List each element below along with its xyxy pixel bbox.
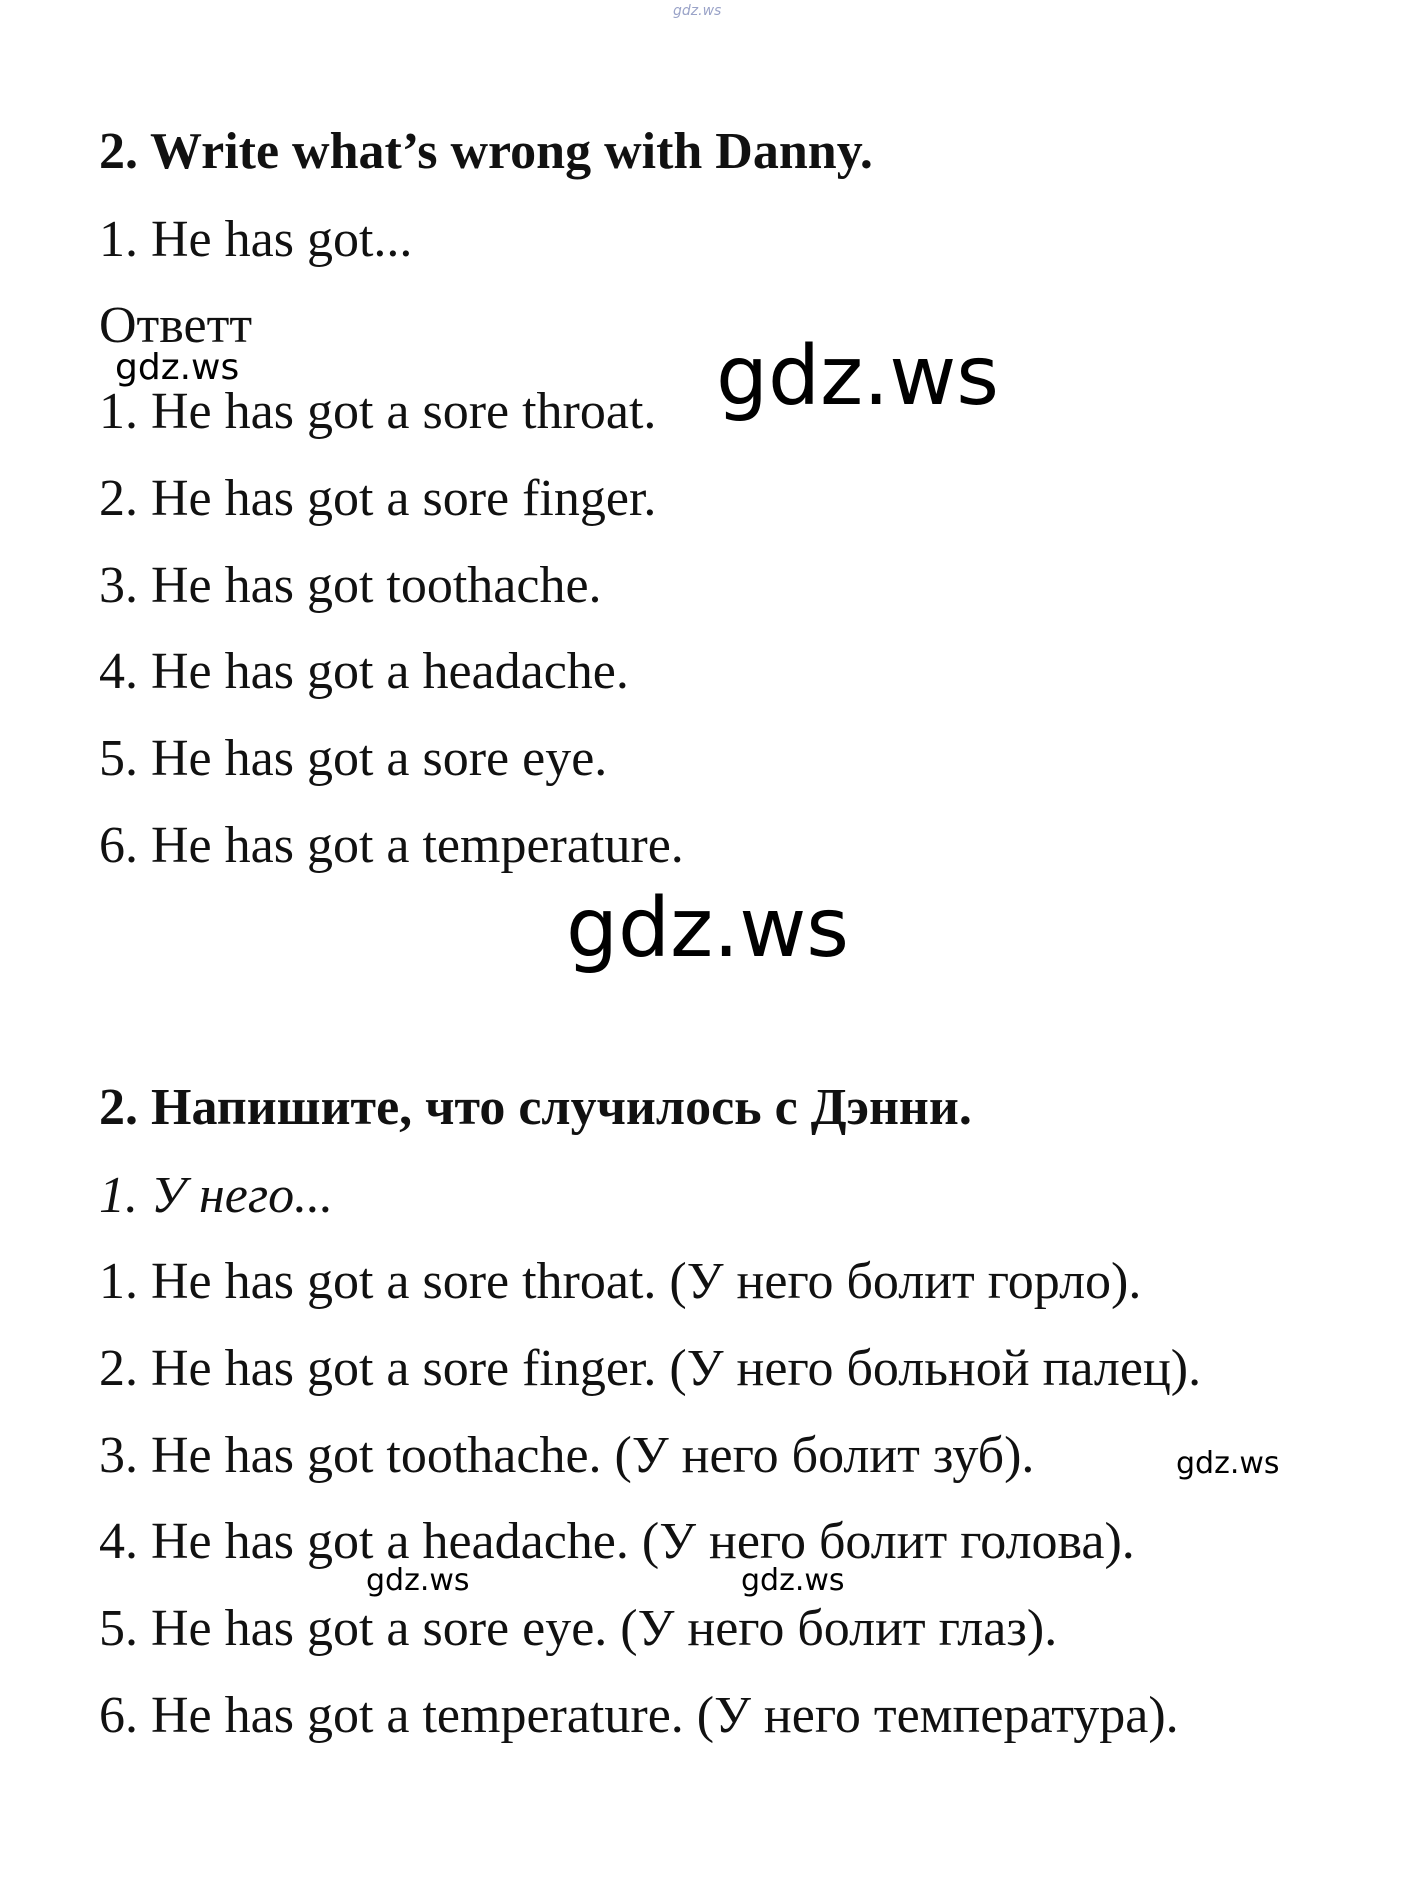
english-answer-2: 2. He has got a sore finger.	[99, 470, 657, 527]
russian-answer-2: 2. He has got a sore finger. (У него больной палец).	[99, 1340, 1202, 1397]
russian-prompt: 1. У него...	[99, 1167, 334, 1224]
english-answer-5: 5. He has got a sore eye.	[99, 730, 608, 787]
russian-answer-5: 5. He has got a sore eye. (У него болит глаз).	[99, 1600, 1058, 1657]
english-answer-3: 3. He has got toothache.	[99, 557, 602, 614]
watermark-large-middle: gdz.ws	[566, 881, 849, 976]
russian-answer-4: 4. He has got a headache. (У него болит голова).	[99, 1513, 1135, 1570]
watermark-large-upper: gdz.ws	[716, 329, 999, 424]
russian-answer-6: 6. He has got a temperature. (У него температура).	[99, 1687, 1179, 1744]
watermark-top: gdz.ws	[673, 3, 722, 19]
english-answer-6: 6. He has got a temperature.	[99, 817, 684, 874]
russian-answer-1: 1. He has got a sore throat. (У него болит горло).	[99, 1253, 1142, 1310]
russian-heading: 2. Напишите, что случилось с Дэнни.	[99, 1079, 972, 1136]
watermark-small: gdz.ws	[115, 347, 240, 388]
russian-answer-3: 3. He has got toothache. (У него болит зуб).	[99, 1427, 1035, 1484]
english-heading: 2. Write what’s wrong with Danny.	[99, 123, 873, 180]
watermark-lower-left: gdz.ws	[366, 1563, 470, 1598]
answer-label: Ответт	[99, 297, 253, 354]
english-prompt: 1. He has got...	[99, 211, 413, 268]
english-answer-4: 4. He has got a headache.	[99, 643, 629, 700]
watermark-right-small: gdz.ws	[1176, 1446, 1280, 1481]
english-answer-1: 1. He has got a sore throat.	[99, 383, 657, 440]
watermark-lower-right: gdz.ws	[741, 1563, 845, 1598]
